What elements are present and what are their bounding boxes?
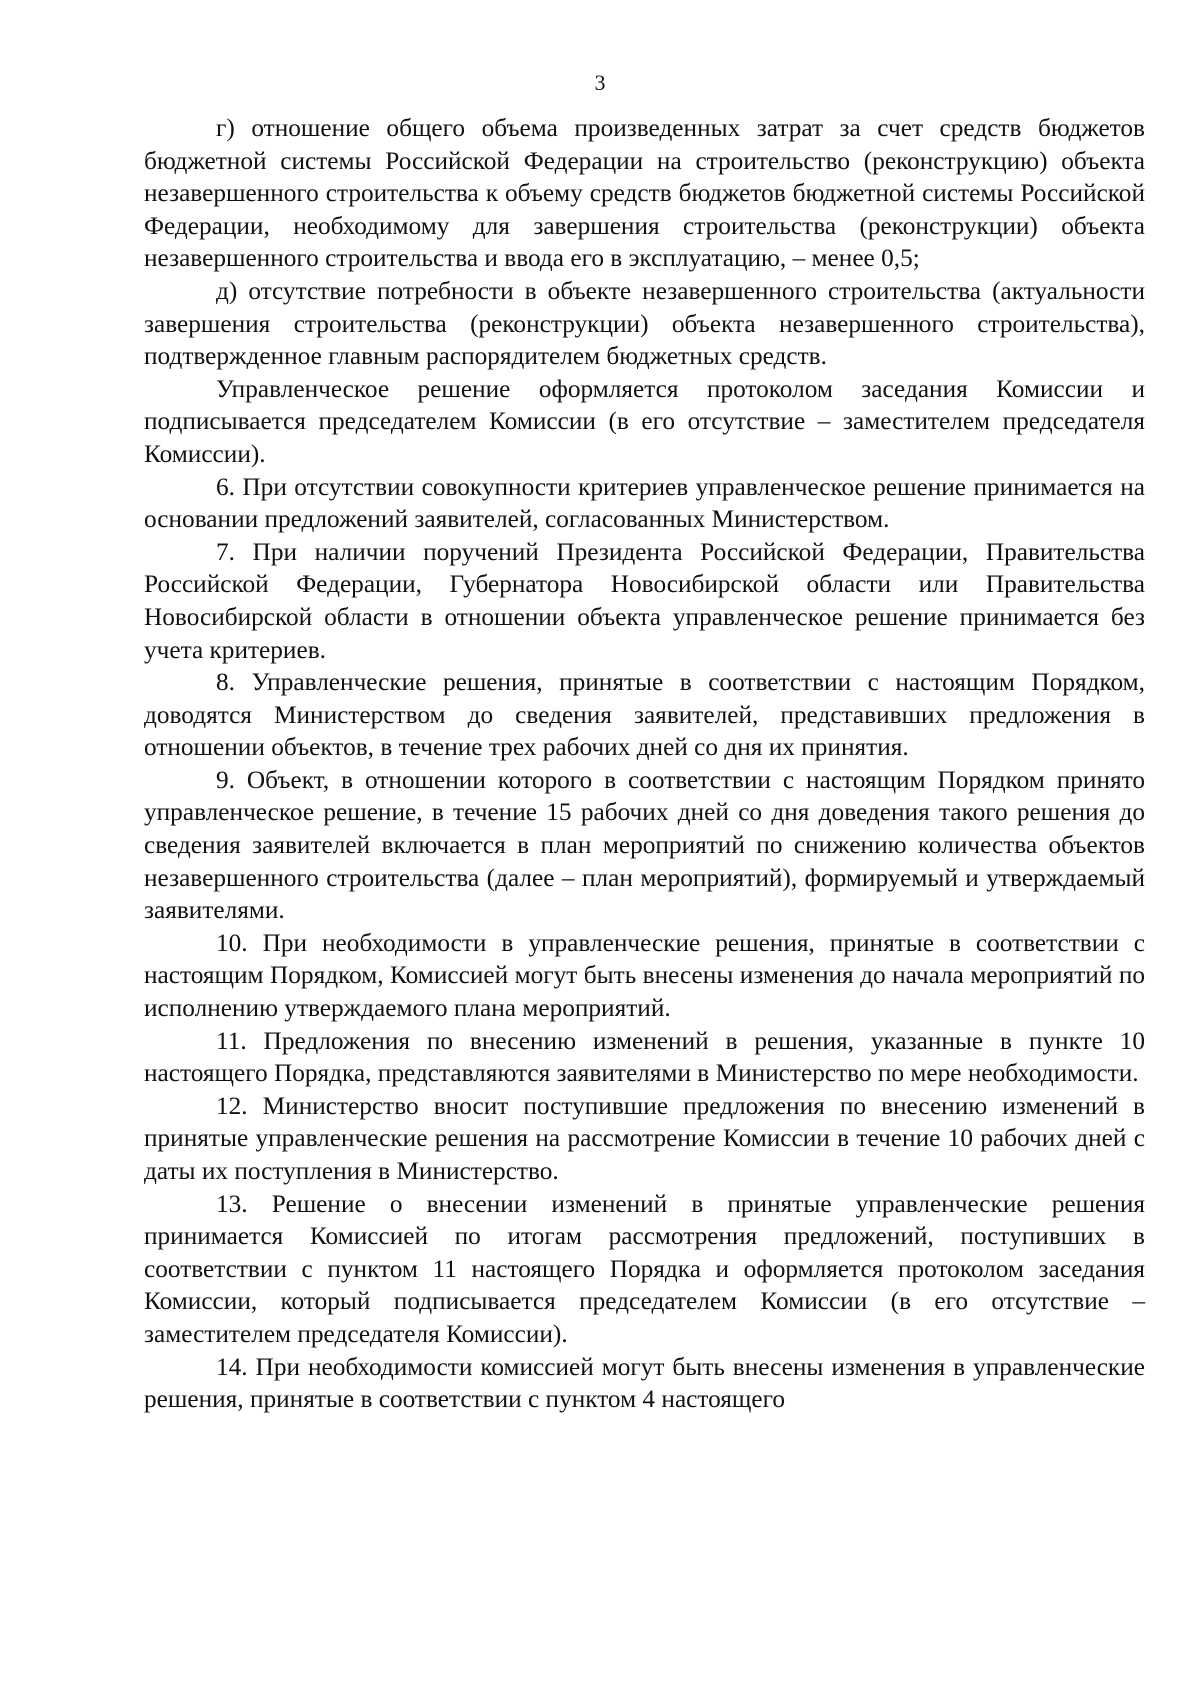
paragraph-item-10: 10. При необходимости в управленческие решения, принятые в соответствии с настоящим Порядком, Комиссией могут быть внесены изменения до начала мероприятий по исполнению утверждаемого плана мероприятий. <box>144 928 1145 1023</box>
paragraph-item-9: 9. Объект, в отношении которого в соответствии с настоящим Порядком принято управленческое решение, в течение 15 рабочих дней со дня доведения такого решения до сведения заявителей включается в план мероприятий по снижению количества объектов незавершенного строительства (далее – план мероприятий), формируемый и утверждаемый заявителями. <box>144 765 1145 925</box>
paragraph-item-12: 12. Министерство вносит поступившие предложения по внесению изменений в принятые управленческие решения на рассмотрение Комиссии в течение 10 рабочих дней с даты их поступления в Министерство. <box>144 1091 1145 1185</box>
paragraph-item-13: 13. Решение о внесении изменений в принятые управленческие решения принимается Комиссией по итогам рассмотрения предложений, поступивших в соответствии с пунктом 11 настоящего Порядка и оформляется протоколом заседания Комиссии, который подписывается председателем Комиссии (в его отсутствие – заместителем председателя Комиссии). <box>144 1189 1145 1348</box>
paragraph-decision-protocol: Управленческое решение оформляется протоколом заседания Комиссии и подписывается председателем Комиссии (в его отсутствие – заместителем председателя Комиссии). <box>144 374 1145 468</box>
paragraph-item-8: 8. Управленческие решения, принятые в соответствии с настоящим Порядком, доводятся Министерством до сведения заявителей, представивших предложения в отношении объектов, в течение трех рабочих дней со дня их принятия. <box>144 668 1145 762</box>
page-number: 3 <box>594 70 606 95</box>
paragraph-item-11: 11. Предложения по внесению изменений в решения, указанные в пункте 10 настоящего Порядка, представляются заявителями в Министерство по мере необходимости. <box>144 1026 1145 1088</box>
document-body <box>144 112 1145 1416</box>
paragraph-item-7: 7. При наличии поручений Президента Российской Федерации, Правительства Российской Федерации, Губернатора Новосибирской области или Правительства Новосибирской области в отношении объекта управленческое решение принимается без учета критериев. <box>144 537 1145 664</box>
paragraph-item-6: 6. При отсутствии совокупности критериев управленческое решение принимается на основании предложений заявителей, согласованных Министерством. <box>144 472 1145 534</box>
paragraph-criterion-d: д) отсутствие потребности в объекте незавершенного строительства (актуальности завершения строительства (реконструкции) объекта незавершенного строительства), подтвержденное главным распорядителем бюджетных средств. <box>144 276 1145 371</box>
paragraph-item-14: 14. При необходимости комиссией могут быть внесены изменения в управленческие решения, принятые в соответствии с пунктом 4 настоящего <box>144 1352 1145 1414</box>
paragraph-criterion-g: г) отношение общего объема произведенных затрат за счет средств бюджетов бюджетной системы Российской Федерации на строительство (реконструкцию) объекта незавершенного строительства к объему средств бюджетов бюджетной системы Российской Федерации, необходимому для завершения строительства (реконструкции) объекта незавершенного строительства и ввода его в эксплуатацию, – менее 0,5; <box>144 114 1145 273</box>
